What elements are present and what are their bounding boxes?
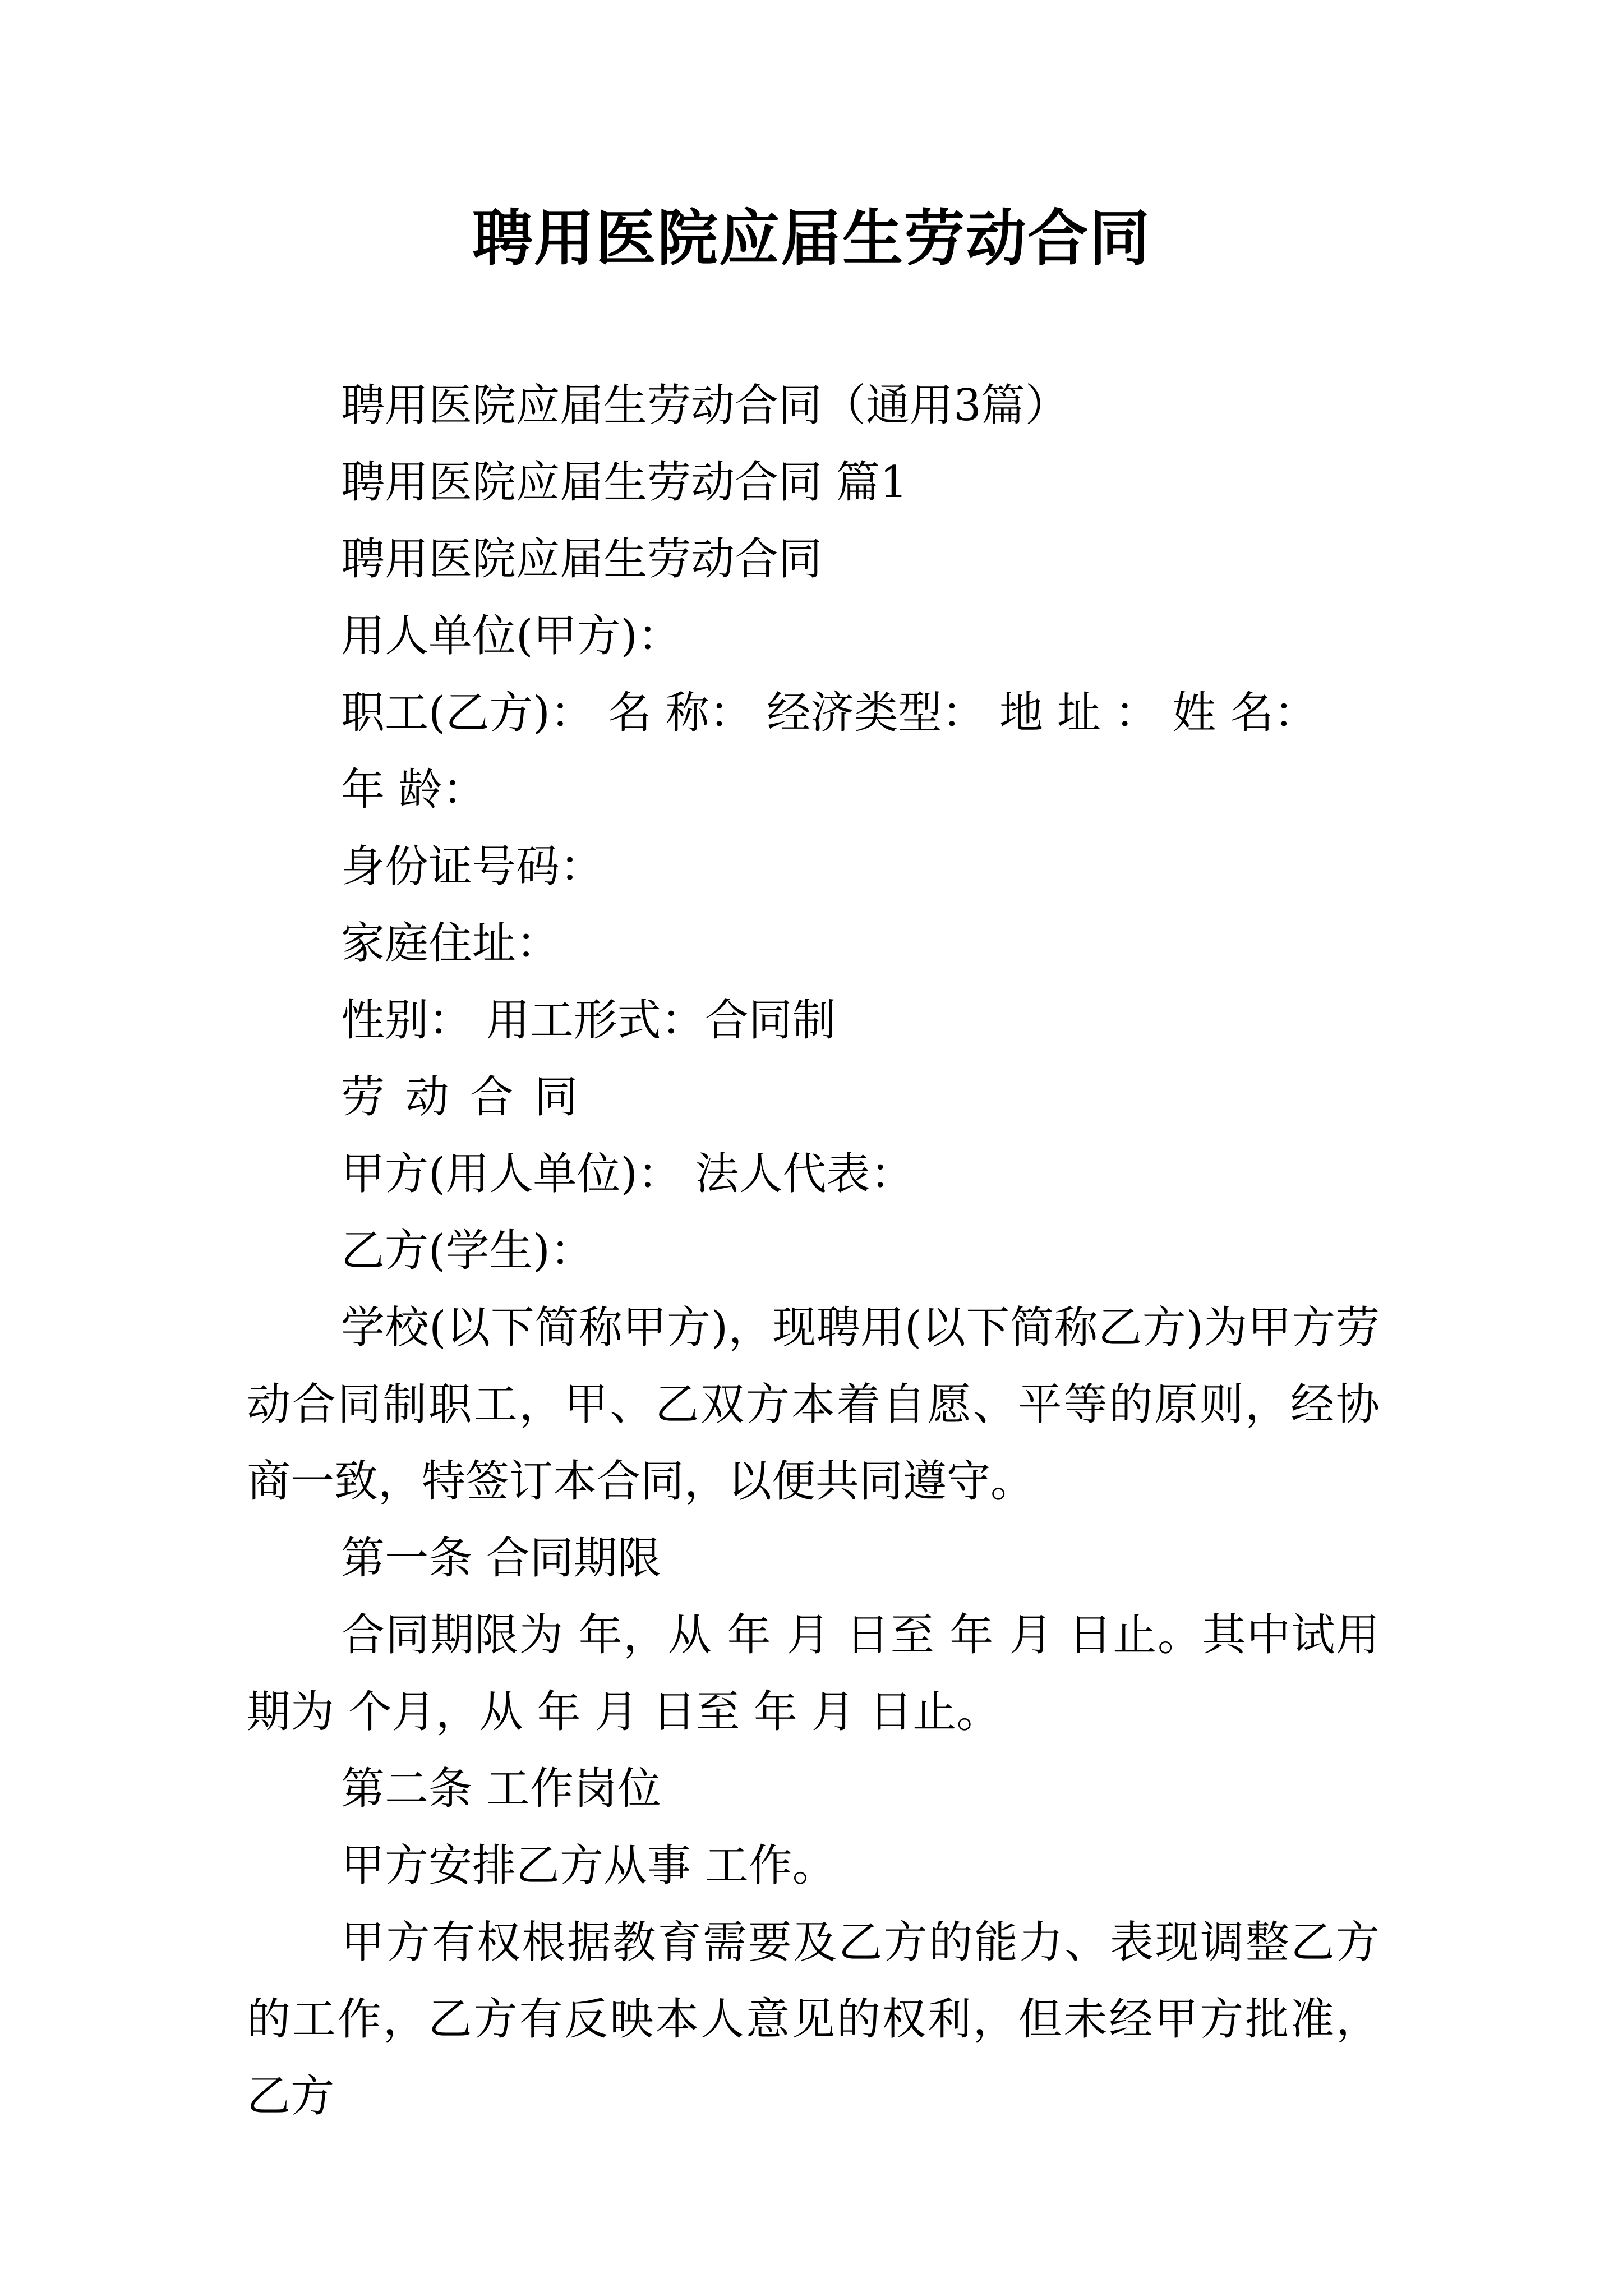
article-2-body-adjustment: 甲方有权根据教育需要及乙方的能力、表现调整乙方的工作，乙方有反映本人意见的权利，但未经甲方批准，乙方 — [247, 1917, 1380, 2122]
paragraph-party-a-legal-rep: 甲方(用人单位)： 法人代表： — [341, 1149, 914, 1199]
paragraph-gender-employment-form: 性别： 用工形式：合同制 — [341, 995, 836, 1046]
paragraph-home-address: 家庭住址： — [341, 918, 560, 969]
paragraph-contract-heading-general: 聘用医院应届生劳动合同（通用3篇） — [341, 380, 1069, 431]
paragraph-age: 年 龄： — [341, 765, 486, 815]
document-title: 聘用医院应届生劳动合同 — [472, 203, 1151, 274]
article-1-heading: 第一条 合同期限 — [341, 1533, 661, 1584]
paragraph-preamble: 学校(以下简称甲方)，现聘用(以下简称乙方)为甲方劳动合同制职工，甲、乙双方本着自愿、平等的原则，经协商一致，特签订本合同，以便共同遵守。 — [247, 1303, 1380, 1507]
paragraph-employee-party-b: 职工(乙方)： 名 称： 经济类型： 地 址 ： 姓 名： — [341, 688, 1318, 738]
paragraph-party-b-student: 乙方(学生)： — [341, 1226, 594, 1276]
paragraph-labor-contract-heading: 劳 动 合 同 — [341, 1072, 582, 1122]
article-1-body: 合同期限为 年，从 年 月 日至 年 月 日止。其中试用期为 个月，从 年 月 日至 年 月 日止。 — [247, 1610, 1380, 1737]
paragraph-employer-party-a: 用人单位(甲方)： — [341, 611, 681, 661]
article-2-heading: 第二条 工作岗位 — [341, 1764, 661, 1814]
document-body — [247, 367, 1380, 2135]
article-2-body-assignment: 甲方安排乙方从事 工作。 — [341, 1841, 836, 1891]
paragraph-contract-name: 聘用医院应届生劳动合同 — [341, 534, 823, 585]
paragraph-id-number: 身份证号码： — [341, 841, 604, 892]
paragraph-contract-part-1: 聘用医院应届生劳动合同 篇1 — [341, 457, 908, 508]
